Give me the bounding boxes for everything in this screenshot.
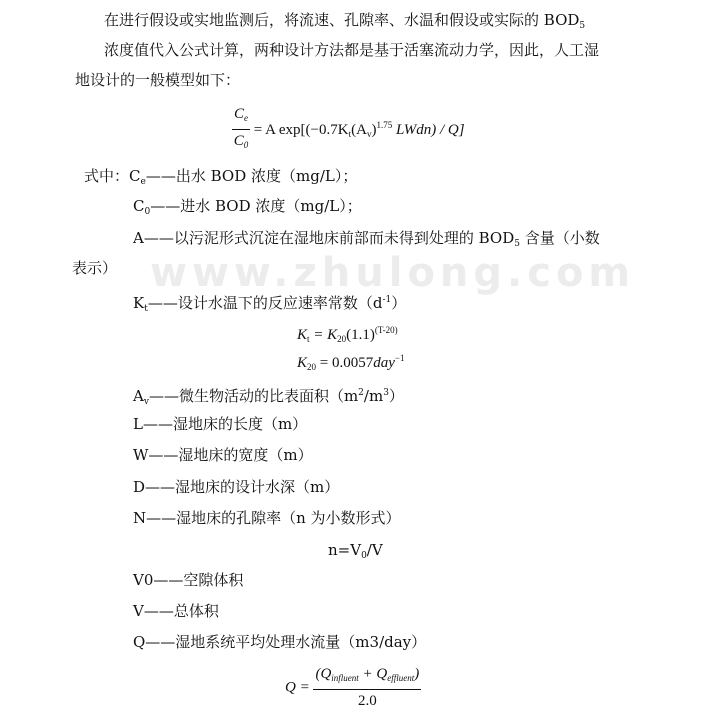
equation-rhs: = A $\exp[(-0.7K_t(A_v)^{1.75}$ LWdn) / Q]	[253, 120, 465, 139]
paragraph-line-3: 地设计的一般模型如下：	[75, 71, 241, 89]
q-denominator: 2.0	[357, 693, 377, 709]
fraction-numerator: $C_e$	[232, 104, 250, 130]
main-equation	[232, 104, 465, 148]
def-n: N——湿地床的孔隙率（n 为小数形式）	[133, 509, 401, 527]
k20-equation: $K_{20} = 0.0057day^{-1}$	[297, 353, 405, 372]
def-av: $A_v——$微生物活动的比表面积$(m^2/m^3)$	[133, 387, 404, 407]
paragraph-text: 在进行假设或实地监测后，将流速、孔隙率、水温和假设或实际的 BOD	[104, 11, 580, 29]
fraction	[232, 104, 250, 155]
def-kt: $K_t——$设计水温下的反应速率常数$(d^{-1})$	[133, 294, 407, 314]
q-numerator: $(Q_{influent} + Q_{effluent})$	[313, 664, 421, 690]
def-c0: $C_0——$进水 BOD 浓度（mg/L）；	[133, 197, 362, 217]
def-l: L——湿地床的长度（m）	[133, 415, 308, 433]
def-ce: 式中：$C_e——$出水 BOD 浓度（mg/L）；	[84, 167, 358, 187]
def-d: D——湿地床的设计水深（m）	[133, 478, 340, 496]
q-equation: Q = $\frac{(Q_{influent} + Q_{effluent})}{2.0}$	[285, 666, 420, 709]
n-equation: $n=V_0/V$	[328, 541, 383, 561]
q-fraction	[313, 664, 421, 711]
watermark: www.zhulong.com	[150, 250, 636, 296]
fraction-denominator: $C_0$	[233, 133, 249, 150]
def-v0: V0——空隙体积	[133, 571, 244, 589]
kt-equation: $K_t = K_{20}(1.1)^{(T-20)}$	[297, 325, 398, 344]
def-w: W——湿地床的宽度（m）	[133, 446, 313, 464]
def-v: V——总体积	[133, 602, 219, 620]
intro-label: 式中：	[84, 167, 130, 185]
def-q: Q——湿地系统平均处理水流量（m3/day）	[133, 633, 427, 651]
def-a: A——以污泥形式沉淀在湿地床前部而未得到处理的 $BOD_5$ 含量（小数	[133, 229, 600, 249]
paragraph-line-1	[104, 10, 585, 36]
paragraph-line-2: 浓度值代入公式计算，两种设计方法都是基于活塞流动力学，因此，人工湿	[104, 41, 600, 59]
def-a-continued: 表示）	[72, 259, 118, 277]
subscript: 5	[579, 21, 586, 31]
